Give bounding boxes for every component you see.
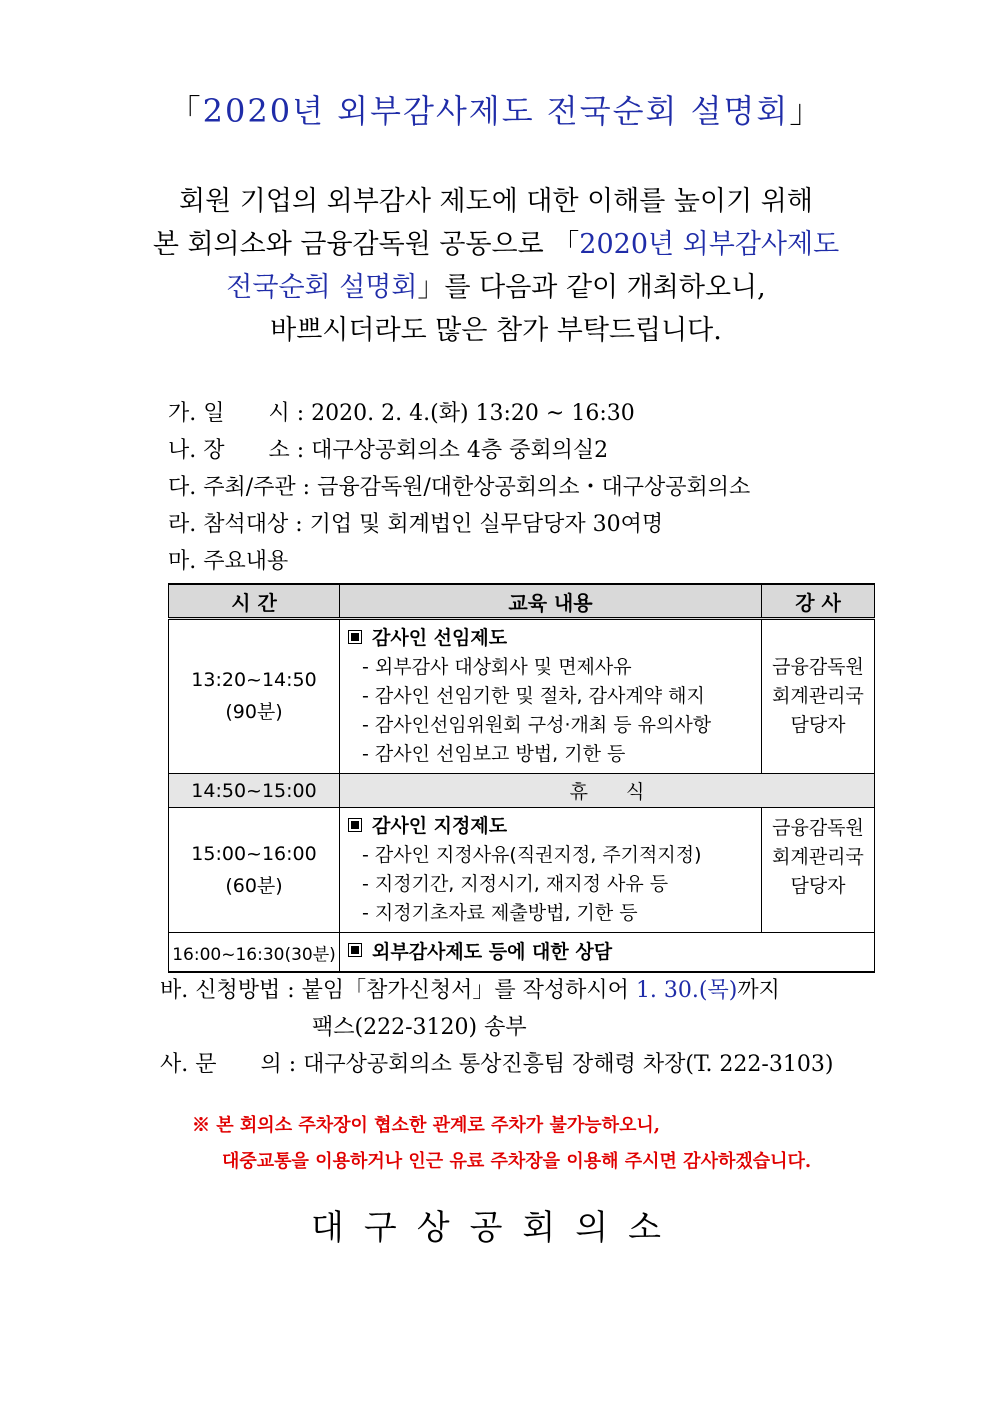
- header-time: 시 간: [169, 584, 340, 619]
- intro-event-name-b: 전국순회 설명회: [226, 272, 418, 303]
- apply-section: [160, 972, 833, 1083]
- checkbox-square-icon: [348, 630, 362, 644]
- title-bracket-close: 」: [789, 92, 824, 130]
- session1-duration: (90분): [225, 701, 283, 723]
- teacher-role: 담당자: [790, 714, 846, 736]
- info-date-value: 2020. 2. 4.(화) 13:20 ~ 16:30: [311, 401, 635, 426]
- session3-content: [340, 933, 875, 973]
- apply-method: 바. 신청방법 : 붙임「참가신청서」를 작성하시어 1. 30.(목)까지: [160, 978, 780, 1003]
- table-row-break: [169, 774, 875, 808]
- break-time: 14:50~15:00: [169, 774, 340, 808]
- session1-time: 13:20~14:50: [191, 669, 317, 691]
- list-item: - 감사인 지정사유(직권지정, 주기적지정): [362, 844, 702, 866]
- apply-value-suffix: 까지: [737, 978, 780, 1003]
- info-target-label: 라. 참석대상: [168, 512, 289, 537]
- parking-notice: [0, 1108, 992, 1180]
- session1-content: [340, 619, 762, 774]
- list-item: - 감사인선임위원회 구성·개최 등 유의사항: [362, 714, 712, 736]
- list-item: - 지정기간, 지정시기, 재지정 사유 등: [362, 873, 669, 895]
- table-header-row: [169, 584, 875, 619]
- session2-time-cell: [169, 808, 340, 933]
- info-venue: 나. 장 소 : 대구상공회의소 4층 중회의실2: [168, 438, 609, 463]
- info-host-value: 금융감독원/대한상공회의소・대구상공회의소: [317, 475, 751, 500]
- notice-line-2: 대중교통을 이용하거나 인근 유료 주차장을 이용해 주시면 감사하겠습니다.: [222, 1151, 812, 1172]
- contact-label: 사. 문 의: [160, 1052, 282, 1077]
- header-teacher: 강 사: [762, 584, 875, 619]
- footer-organization: 대구상공회의소: [311, 1208, 681, 1248]
- table-row: [169, 619, 875, 774]
- contact: 사. 문 의 : 대구상공회의소 통상진흥팀 장해령 차장(T. 222-3103): [160, 1052, 834, 1077]
- intro-line-2: [0, 223, 992, 266]
- break-label: 휴 식: [340, 774, 875, 808]
- page-title: [0, 86, 992, 132]
- list-item: - 지정기초자료 제출방법, 기한 등: [362, 902, 638, 924]
- notice-line-1: ※ 본 회의소 주차장이 협소한 관계로 주차가 불가능하오니,: [192, 1115, 661, 1136]
- intro-paragraph: [0, 180, 992, 352]
- info-venue-label: 나. 장 소: [168, 438, 290, 463]
- intro-line-3: [0, 266, 992, 309]
- info-host-label: 다. 주최/주관: [168, 475, 296, 500]
- session2-head: [348, 812, 753, 841]
- session3-head-text: 외부감사제도 등에 대한 상담: [372, 940, 613, 963]
- contact-value: 대구상공회의소 통상진흥팀 장해령 차장(T. 222-3103): [303, 1052, 834, 1077]
- info-target-value: 기업 및 회계법인 실무담당자 30여명: [309, 512, 664, 537]
- session1-head-text: 감사인 선임제도: [372, 627, 508, 649]
- intro-event-name-a: 2020년 외부감사제도: [579, 229, 840, 260]
- checkbox-square-icon: [348, 818, 362, 832]
- header-content: 교육 내용: [340, 584, 762, 619]
- title-bracket-open: 「: [168, 92, 203, 130]
- info-content: [168, 543, 750, 580]
- apply-fax: 팩스(222-3120) 송부: [312, 1015, 527, 1040]
- session1-time-cell: [169, 619, 340, 774]
- session2-teacher: [762, 808, 875, 933]
- session2-content: [340, 808, 762, 933]
- session1-head: [348, 624, 753, 653]
- info-target: 라. 참석대상 : 기업 및 회계법인 실무담당자 30여명: [168, 512, 664, 537]
- teacher-org: 금융감독원: [772, 656, 864, 678]
- session1-teacher: [762, 619, 875, 774]
- teacher-role: 담당자: [790, 875, 846, 897]
- apply-label: 바. 신청방법: [160, 978, 281, 1003]
- apply-value: 붙임「참가신청서」를 작성하시어: [301, 978, 629, 1003]
- intro-line-1: 회원 기업의 외부감사 제도에 대한 이해를 높이기 위해: [179, 186, 813, 217]
- info-list: [168, 395, 750, 580]
- list-item: - 감사인 선임보고 방법, 기한 등: [362, 743, 626, 765]
- teacher-dept: 회계관리국: [772, 685, 864, 707]
- intro-line-3-text: 」를 다음과 같이 개최하오니,: [417, 272, 766, 303]
- session2-head-text: 감사인 지정제도: [372, 815, 508, 837]
- schedule-table: [168, 583, 875, 973]
- intro-line-4: 바쁘시더라도 많은 참가 부탁드립니다.: [270, 315, 722, 346]
- info-content-label: 마. 주요내용: [168, 549, 289, 574]
- checkbox-square-icon: [348, 943, 362, 957]
- info-date: 가. 일 시 : 2020. 2. 4.(화) 13:20 ~ 16:30: [168, 401, 635, 426]
- info-host: 다. 주최/주관 : 금융감독원/대한상공회의소・대구상공회의소: [168, 475, 751, 500]
- table-row: [169, 808, 875, 933]
- teacher-dept: 회계관리국: [772, 846, 864, 868]
- title-main: 2020년 외부감사제도 전국순회 설명회: [202, 92, 790, 130]
- session2-time: 15:00~16:00: [191, 842, 317, 865]
- session3-time: 16:00~16:30(30분): [169, 933, 340, 973]
- teacher-org: 금융감독원: [772, 817, 864, 839]
- info-date-label: 가. 일 시: [168, 401, 290, 426]
- table-row: [169, 933, 875, 973]
- session2-duration: (60분): [225, 874, 283, 897]
- list-item: - 외부감사 대상회사 및 면제사유: [362, 656, 632, 678]
- info-venue-value: 대구상공회의소 4층 중회의실2: [311, 438, 609, 463]
- intro-line-2-text: 본 회의소와 금융감독원 공동으로 「: [152, 229, 580, 260]
- list-item: - 감사인 선임기한 및 절차, 감사계약 해지: [362, 685, 705, 707]
- apply-deadline: 1. 30.(목): [635, 978, 738, 1003]
